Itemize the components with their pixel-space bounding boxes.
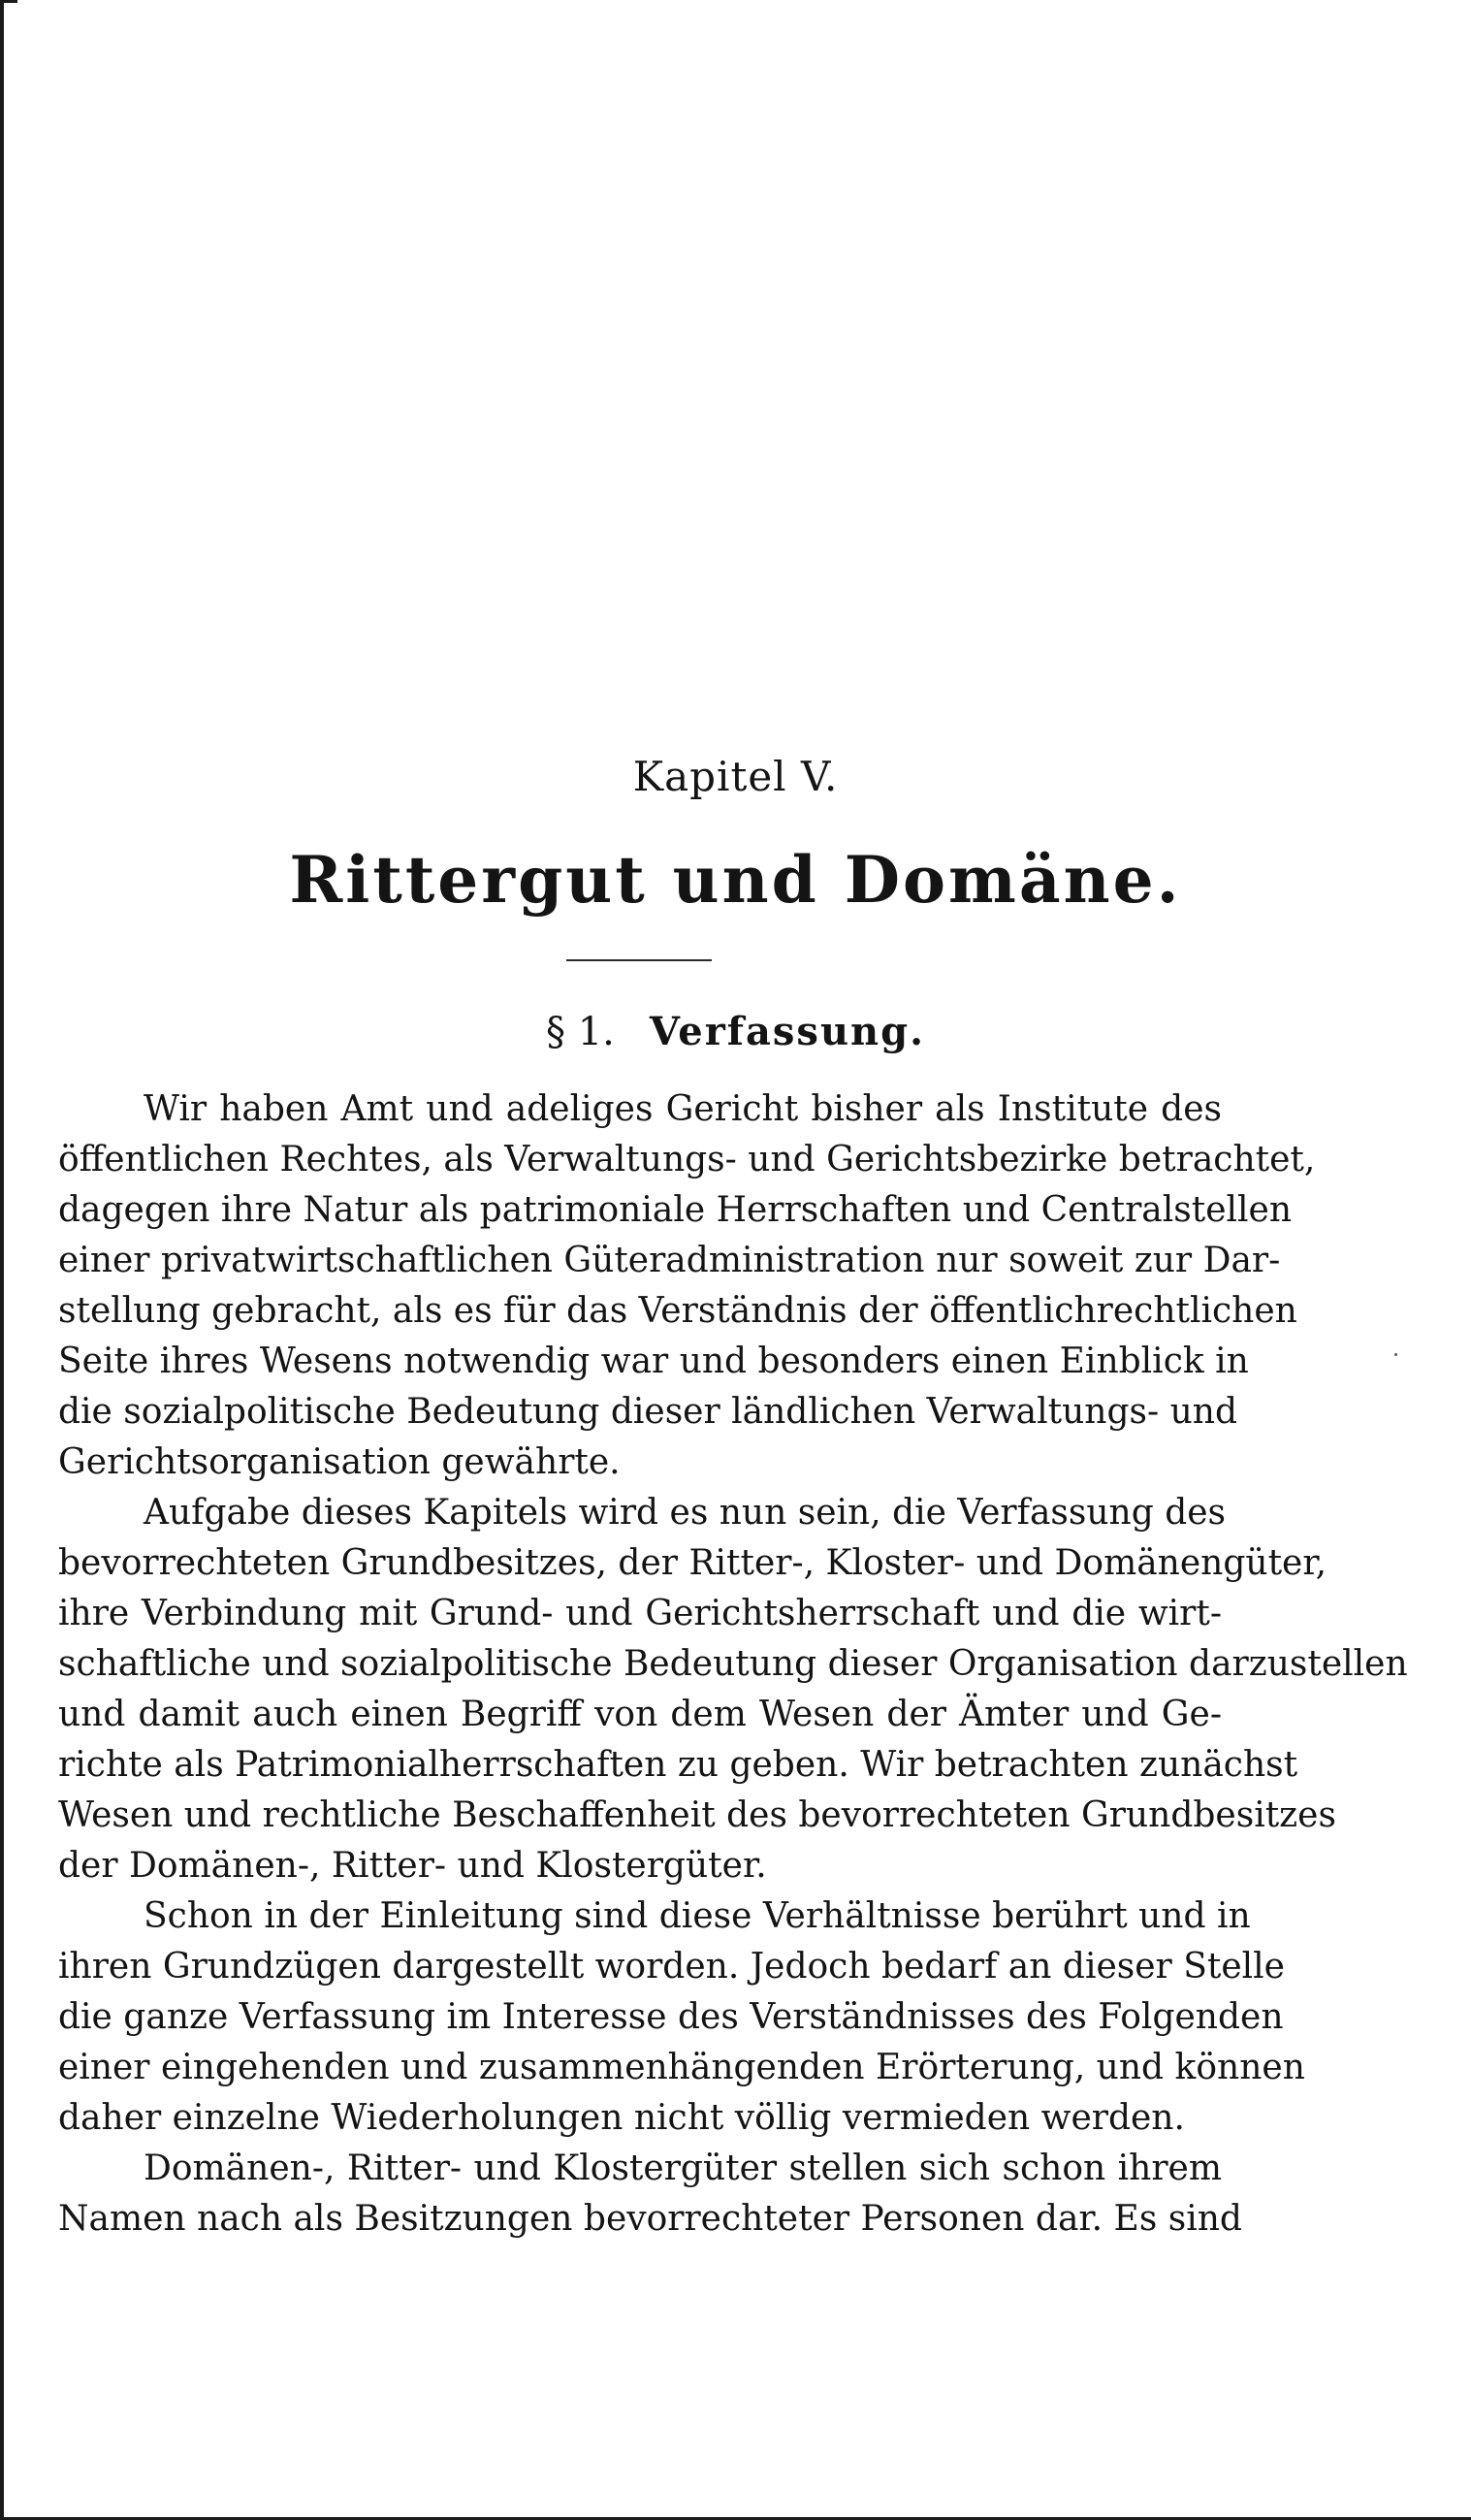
text-line: einer privatwirtschaftlichen Güteradministration nur soweit zur Dar- xyxy=(58,1241,1281,1280)
text-line: stellung gebracht, als es für das Verständnis der öffentlichrechtlichen xyxy=(58,1291,1297,1331)
text-line: Gerichtsorganisation gewährte. xyxy=(58,1442,621,1482)
text-line: und damit auch einen Begriff von dem Wesen der Ämter und Ge- xyxy=(58,1695,1222,1734)
text-line: bevorrechteten Grundbesitzes, der Ritter-, Kloster- und Domänengüter, xyxy=(58,1543,1327,1583)
text-line: richte als Patrimonialherrschaften zu geben. Wir betrachten zunächst xyxy=(58,1745,1298,1785)
text-line: schaftliche und sozialpolitische Bedeutung dieser Organisation darzustellen xyxy=(58,1644,1408,1684)
page-edge-left xyxy=(0,0,4,2520)
title-divider xyxy=(566,959,712,961)
text-line: öffentlichen Rechtes, als Verwaltungs- und Gerichtsbezirke betrachtet, xyxy=(58,1140,1316,1179)
chapter-title: Rittergut und Domäne. xyxy=(289,842,1182,918)
text-line: Schon in der Einleitung sind diese Verhältnisse berührt und in xyxy=(144,1896,1251,1936)
text-line: ihre Verbindung mit Grund- und Gerichtsherrschaft und die wirt- xyxy=(58,1594,1222,1633)
text-line: einer eingehenden und zusammenhängenden Erörterung, und können xyxy=(58,2048,1305,2087)
text-line: die sozialpolitische Bedeutung dieser ländlichen Verwaltungs- und xyxy=(58,1392,1238,1432)
text-line: Domänen-, Ritter- und Klostergüter stellen sich schon ihrem xyxy=(144,2148,1222,2188)
text-line: ihren Grundzügen dargestellt worden. Jedoch bedarf an dieser Stelle xyxy=(58,1947,1285,1987)
section-heading xyxy=(0,1009,1471,1054)
text-line: daher einzelne Wiederholungen nicht völlig vermieden werden. xyxy=(58,2098,1185,2138)
chapter-label: Kapitel V. xyxy=(632,753,839,800)
text-line: dagegen ihre Natur als patrimoniale Herrschaften und Centralstellen xyxy=(58,1190,1293,1230)
text-line: Wir haben Amt und adeliges Gericht bisher als Institute des xyxy=(144,1089,1222,1129)
text-line: die ganze Verfassung im Interesse des Verständnisses des Folgenden xyxy=(58,1997,1284,2037)
section-number: § 1. xyxy=(546,1010,615,1054)
text-line: Aufgabe dieses Kapitels wird es nun sein, die Verfassung des xyxy=(144,1493,1227,1533)
text-line: Namen nach als Besitzungen bevorrechteter Personen dar. Es sind xyxy=(58,2199,1242,2239)
text-line: Seite ihres Wesens notwendig war und besonders einen Einblick in xyxy=(58,1341,1249,1381)
section-title: Verfassung. xyxy=(649,1009,925,1054)
text-line: der Domänen-, Ritter- und Klostergüter. xyxy=(58,1846,767,1886)
page-edge-top xyxy=(0,0,17,3)
scan-speck xyxy=(1394,1353,1397,1356)
text-line: Wesen und rechtliche Beschaffenheit des bevorrechteten Grundbesitzes xyxy=(58,1795,1336,1835)
